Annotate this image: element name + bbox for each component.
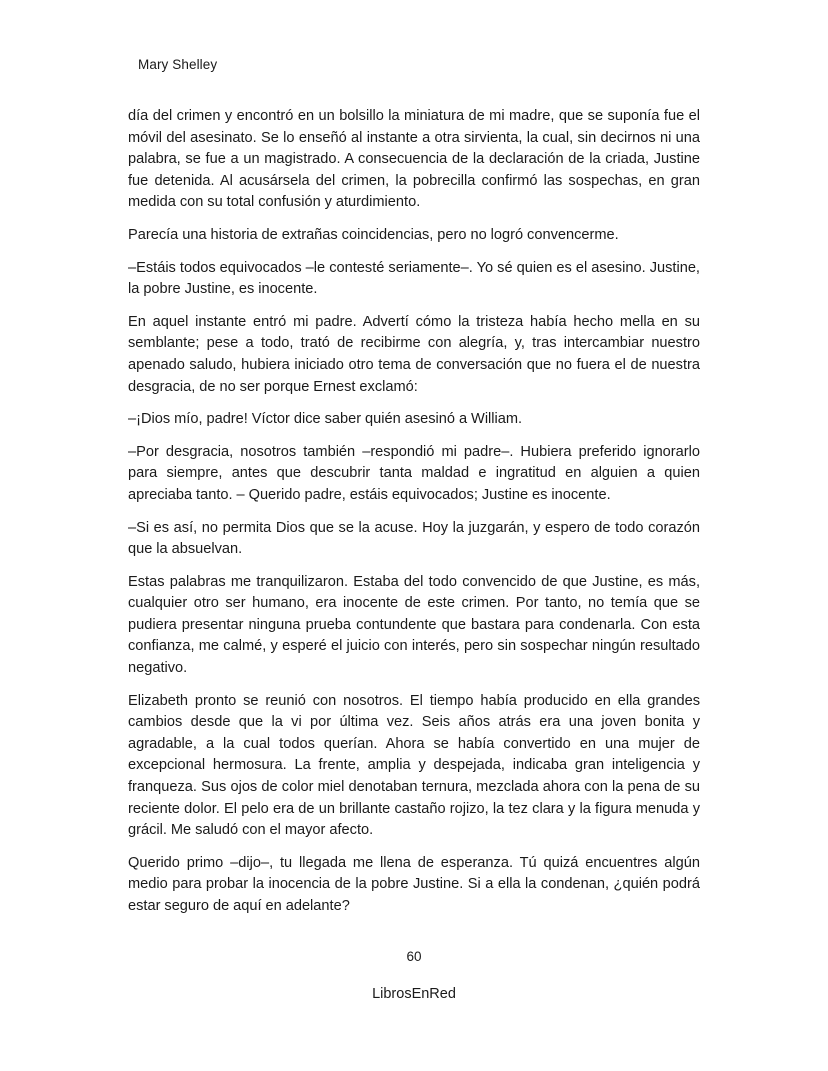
paragraph: Estas palabras me tranquilizaron. Estaba del todo convencido de que Justine, es más, cualquier otro ser humano, era inocente de este crimen. Por tanto, no temía que se pudiera presentar ninguna prueba contundente que bastara para condenarla. Con esta confianza, me calmé, y esperé el juicio con interés, pero sin sospechar ningún resultado negativo.: [128, 573, 700, 677]
page-number: 60: [406, 949, 422, 964]
paragraph: día del crimen y encontró en un bolsillo la miniatura de mi madre, que se suponía fue el móvil del asesinato. Se lo enseñó al instante a otra sirvienta, la cual, sin decirnos ni una palabra, se fue a un magistrado. A consecuencia de la declaración de la criada, Justine fue detenida. Al acusársela del crimen, la pobrecilla confirmó las sospechas, en gran medida con su total confusión y aturdimiento.: [128, 108, 700, 211]
paragraph: Elizabeth pronto se reunió con nosotros. El tiempo había producido en ella grandes cambios desde que la vi por última vez. Seis años atrás era una joven bonita y agradable, a la cual todos querían. Ahora se había convertido en una mujer de excepcional hermosura. La frente, amplia y despejada, indicaba gran inteligencia y franqueza. Sus ojos de color miel denotaban ternura, mezclada ahora con la pena de su reciente dolor. El pelo era de un brillante castaño rojizo, la tez clara y la figura menuda y grácil. Me saludó con el mayor afecto.: [128, 692, 700, 839]
page-footer: [0, 948, 828, 1003]
paragraph: Querido primo –dijo–, tu llegada me llena de esperanza. Tú quizá encuentres algún medio para probar la inocencia de la pobre Justine. Si a ella la condenan, ¿quién podrá estar seguro de aquí en adelante?: [128, 854, 700, 914]
paragraph: Parecía una historia de extrañas coincidencias, pero no logró convencerme.: [128, 226, 619, 243]
paragraph: En aquel instante entró mi padre. Advertí cómo la tristeza había hecho mella en su semblante; pese a todo, trató de recibirme con alegría, y, tras intercambiar nuestro apenado saludo, hubiera iniciado otro tema de conversación que no fuera el de nuestra desgracia, de no ser porque Ernest exclamó:: [128, 313, 700, 395]
running-head-author: Mary Shelley: [138, 57, 218, 72]
body-text-column: [128, 106, 700, 918]
paragraph: –¡Dios mío, padre! Víctor dice saber quién asesinó a William.: [128, 411, 523, 428]
paragraph: –Estáis todos equivocados –le contesté seriamente–. Yo sé quien es el asesino. Justine, la pobre Justine, es inocente.: [128, 259, 700, 298]
paragraph: –Si es así, no permita Dios que se la acuse. Hoy la juzgarán, y espero de todo corazón que la absuelvan.: [128, 519, 700, 558]
paragraph: –Por desgracia, nosotros también –respondió mi padre–. Hubiera preferido ignorarlo para siempre, antes que descubrir tanta maldad e ingratitud en alguien a quien apreciaba tanto. – Querido padre, estáis equivocados; Justine es inocente.: [128, 443, 700, 503]
publisher-imprint: LibrosEnRed: [372, 986, 456, 1002]
